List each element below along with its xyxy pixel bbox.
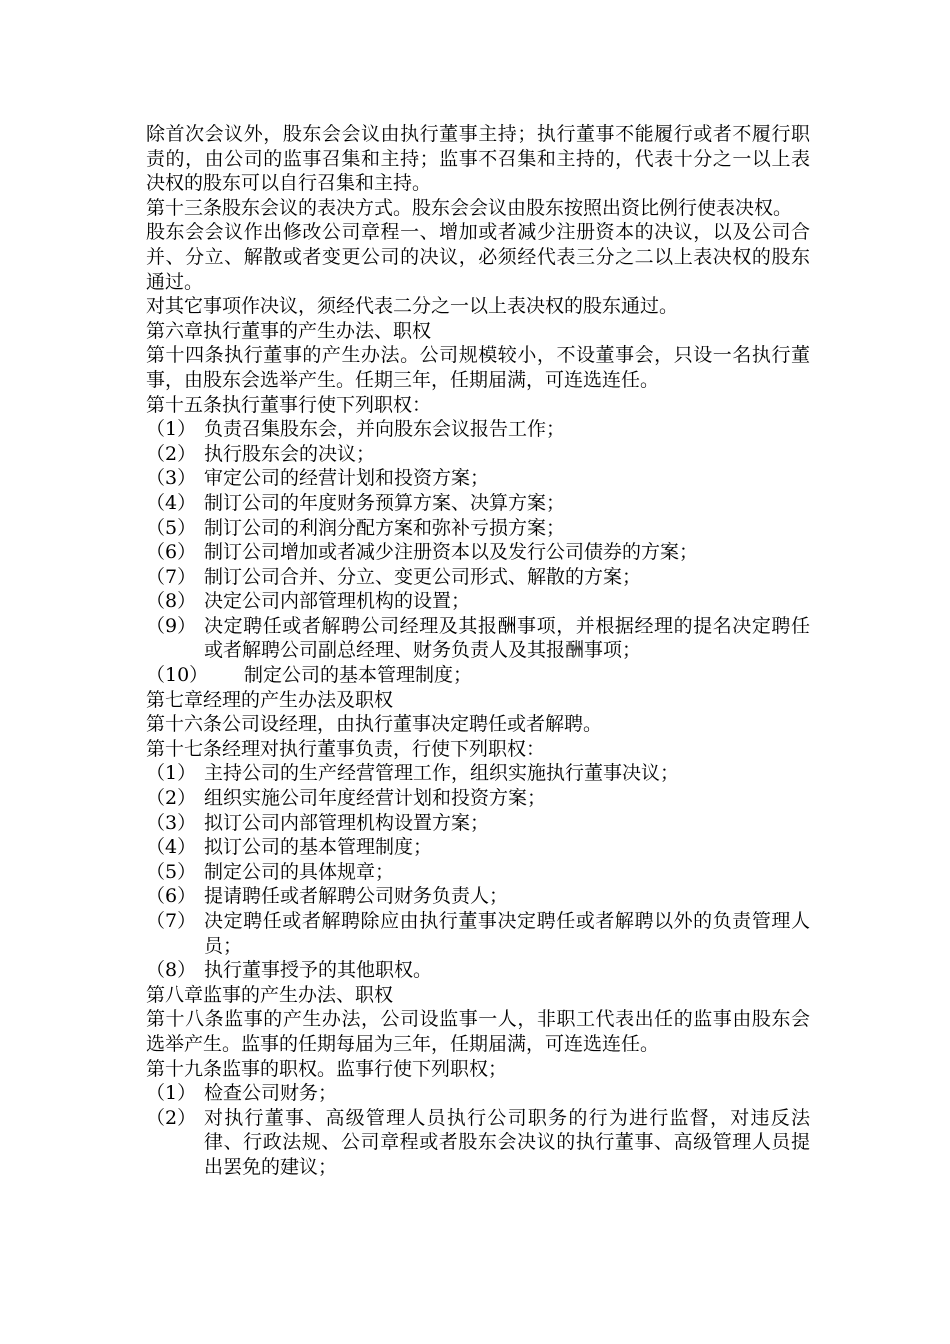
list-item — [146, 761, 810, 786]
list-item-text: 制订公司合并、分立、变更公司形式、解散的方案； — [204, 565, 642, 588]
paragraph: 第十五条执行董事行使下列职权： — [146, 393, 432, 416]
list-item-number: （1） — [146, 418, 197, 441]
list-item-text: 负责召集股东会，并向股东会议报告工作； — [204, 418, 566, 441]
list-item — [146, 614, 810, 663]
paragraph: 第十六条公司设经理，由执行董事决定聘任或者解聘。 — [146, 713, 603, 736]
list-item — [146, 540, 810, 565]
list-item-number: （1） — [146, 1082, 197, 1105]
list-item-number: （5） — [146, 516, 197, 539]
list-item — [146, 860, 810, 885]
list-item-number: （2） — [146, 442, 197, 465]
list-item-number: （10） — [146, 664, 209, 687]
list-item — [146, 565, 810, 590]
list-item — [146, 1106, 810, 1180]
list-item-number: （4） — [146, 836, 197, 859]
list-item-text: 制订公司增加或者减少注册资本以及发行公司债券的方案； — [204, 541, 699, 564]
list-item-text: 制订公司的利润分配方案和弥补亏损方案； — [204, 516, 566, 539]
list-item-text: 检查公司财务； — [204, 1082, 338, 1105]
list-item-number: （8） — [146, 590, 197, 613]
list-item-text: 对执行董事、高级管理人员执行公司职务的行为进行监督，对违反法律、行政法规、公司章程或者股东会决议的执行董事、高级管理人员提出罢免的建议； — [204, 1106, 810, 1178]
list-item-text: 执行股东会的决议； — [204, 442, 376, 465]
list-item-number: （8） — [146, 959, 197, 982]
list-item-number: （7） — [146, 565, 197, 588]
list-item-text: 制定公司的具体规章； — [204, 860, 395, 883]
paragraph: 第十八条监事的产生办法，公司设监事一人，非职工代表出任的监事由股东会选举产生。监事的任期每届为三年，任期届满，可连选连任。 — [146, 1008, 810, 1055]
list-item — [146, 1081, 810, 1106]
list-item — [146, 811, 810, 836]
paragraph: 第十九条监事的职权。监事行使下列职权； — [146, 1057, 508, 1080]
list-item-text: 组织实施公司年度经营计划和投资方案； — [204, 787, 547, 810]
list-item-number: （3） — [146, 467, 197, 490]
paragraph: 第六章执行董事的产生办法、职权 — [146, 319, 432, 342]
list-item — [146, 491, 810, 516]
list-item — [146, 958, 810, 983]
list-item-text: 决定公司内部管理机构的设置； — [204, 590, 471, 613]
list-item-text: 决定聘任或者解聘公司经理及其报酬事项，并根据经理的提名决定聘任或者解聘公司副总经理、财务负责人及其报酬事项； — [204, 614, 810, 662]
list-item — [146, 884, 810, 909]
list-item-number: （2） — [146, 787, 197, 810]
list-item-number: （9） — [146, 614, 197, 637]
list-item — [146, 442, 810, 467]
list-item-text: 审定公司的经营计划和投资方案； — [204, 467, 490, 490]
paragraph: 第十三条股东会议的表决方式。股东会会议由股东按照出资比例行使表决权。 — [146, 196, 793, 219]
list-item — [146, 786, 810, 811]
list-item-text: 制订公司的年度财务预算方案、决算方案； — [204, 491, 566, 514]
list-item — [146, 909, 810, 958]
paragraph: 第十七条经理对执行董事负责，行使下列职权： — [146, 737, 546, 760]
list-item — [146, 589, 810, 614]
list-item — [146, 663, 810, 688]
list-item-text: 决定聘任或者解聘除应由执行董事决定聘任或者解聘以外的负责管理人员； — [204, 910, 810, 957]
list-item-text: 拟订公司的基本管理制度； — [204, 836, 433, 859]
list-item-text: 执行董事授予的其他职权。 — [204, 959, 433, 982]
paragraph: 除首次会议外，股东会会议由执行董事主持；执行董事不能履行或者不履行职责的，由公司的监事召集和主持；监事不召集和主持的，代表十分之一以上表决权的股东可以自行召集和主持。 — [146, 123, 810, 195]
list-item-number: （2） — [146, 1106, 197, 1129]
list-item-number: （1） — [146, 762, 197, 785]
list-item-text: 制定公司的基本管理制度； — [244, 664, 473, 687]
paragraph: 第七章经理的产生办法及职权 — [146, 688, 394, 711]
list-item — [146, 417, 810, 442]
list-item — [146, 516, 810, 541]
list-item-number: （6） — [146, 541, 197, 564]
paragraph: 第十四条执行董事的产生办法。公司规模较小，不设董事会，只设一名执行董事，由股东会选举产生。任期三年，任期届满，可连选连任。 — [146, 344, 810, 391]
document-body — [146, 122, 810, 1180]
list-item-number: （5） — [146, 860, 197, 883]
list-item — [146, 466, 810, 491]
list-item-number: （4） — [146, 491, 197, 514]
list-item-number: （6） — [146, 885, 197, 908]
list-item-text: 提请聘任或者解聘公司财务负责人； — [204, 885, 509, 908]
paragraph: 股东会会议作出修改公司章程一、增加或者减少注册资本的决议，以及公司合并、分立、解散或者变更公司的决议，必须经代表三分之二以上表决权的股东通过。 — [146, 221, 810, 293]
list-item-number: （3） — [146, 811, 197, 834]
paragraph: 第八章监事的产生办法、职权 — [146, 983, 394, 1006]
list-item-text: 拟订公司内部管理机构设置方案； — [204, 811, 490, 834]
list-item — [146, 835, 810, 860]
list-item-text: 主持公司的生产经营管理工作，组织实施执行董事决议； — [204, 762, 680, 785]
list-item-number: （7） — [146, 910, 197, 932]
paragraph: 对其它事项作决议，须经代表二分之一以上表决权的股东通过。 — [146, 295, 679, 318]
